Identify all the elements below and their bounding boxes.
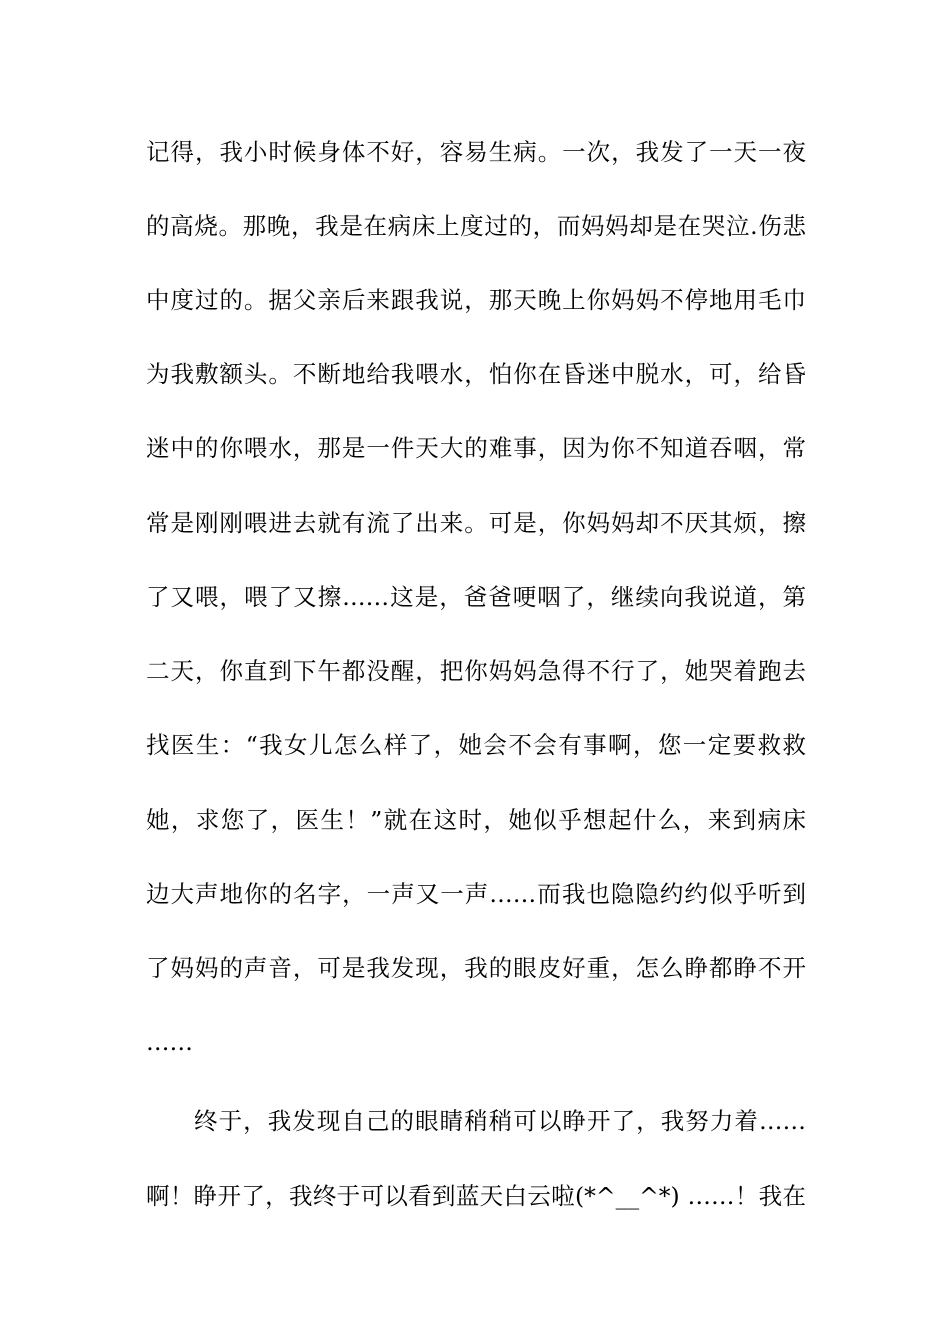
text-line: 了又喂，喂了又擦……这是，爸爸哽咽了，继续向我说道，第 — [146, 583, 806, 611]
text-line: 二天，你直到下午都没醒，把你妈妈急得不行了，她哭着跑去 — [146, 657, 806, 685]
text-line: 的高烧。那晚，我是在病床上度过的，而妈妈却是在哭泣.伤悲 — [146, 212, 806, 240]
text-line: 啊！睁开了，我终于可以看到蓝天白云啦(*^__^*) ……！我在 — [146, 1182, 806, 1210]
text-line: 终于，我发现自己的眼睛稍稍可以睁开了，我努力着…… — [194, 1107, 806, 1135]
text-line: 常是刚刚喂进去就有流了出来。可是，你妈妈却不厌其烦，擦 — [146, 509, 806, 537]
text-line: 记得，我小时候身体不好，容易生病。一次，我发了一天一夜 — [146, 138, 806, 166]
text-line: 边大声地你的名字，一声又一声……而我也隐隐约约似乎听到 — [146, 880, 806, 908]
text-line: …… — [146, 1028, 193, 1056]
text-line: 找医生：“我女儿怎么样了，她会不会有事啊，您一定要救救 — [146, 731, 806, 759]
text-line: 中度过的。据父亲后来跟我说，那天晚上你妈妈不停地用毛巾 — [146, 286, 806, 314]
text-line: 为我敷额头。不断地给我喂水，怕你在昏迷中脱水，可，给昏 — [146, 360, 806, 388]
text-line: 了妈妈的声音，可是我发现，我的眼皮好重，怎么睁都睁不开 — [146, 954, 806, 982]
text-line: 她，求您了，医生！”就在这时，她似乎想起什么，来到病床 — [146, 806, 806, 834]
text-line: 迷中的你喂水，那是一件天大的难事，因为你不知道吞咽，常 — [146, 434, 806, 462]
